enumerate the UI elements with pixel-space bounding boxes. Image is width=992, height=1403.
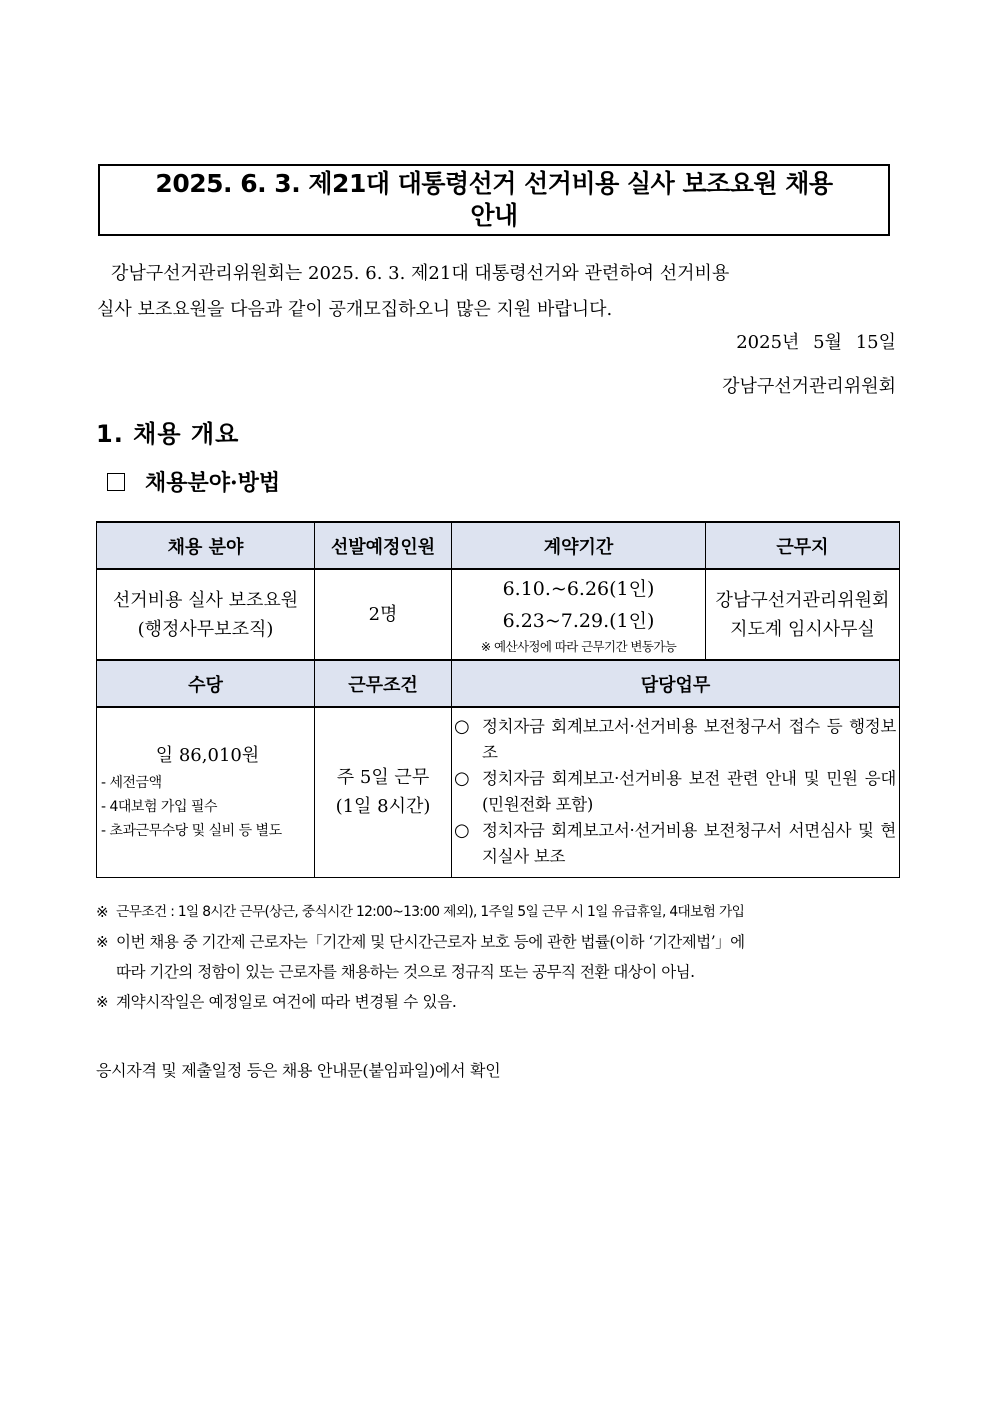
note-1 [96, 897, 898, 927]
circle-bullet-icon: ○ [454, 716, 470, 738]
duty-text-2: 정치자금 회계보고·선거비용 보전 관련 안내 및 민원 응대(민원전화 포함) [482, 769, 896, 815]
duty-text-1: 정치자금 회계보고서·선거비용 보전청구서 접수 등 행정보조 [482, 717, 896, 763]
duty-item-3 [454, 818, 896, 870]
period-line-2: 6.23~7.29.(1인) [502, 609, 655, 632]
cell-duties [452, 707, 900, 877]
circle-bullet-icon: ○ [454, 820, 470, 842]
location-line-1: 강남구선거관리위원회 [715, 589, 890, 611]
note-3 [96, 987, 898, 1017]
table-header-row-2 [97, 660, 900, 707]
footer-text: 응시자격 및 제출일정 등은 채용 안내문(붙임파일)에서 확인 [96, 1061, 501, 1080]
period-line-1: 6.10.~6.26(1인) [502, 577, 655, 600]
section-title: 1. 채용 개요 [96, 420, 240, 448]
checkbox-square-icon [107, 473, 125, 491]
reference-mark-icon: ※ [96, 933, 109, 951]
header-work-conditions: 근무조건 [315, 660, 452, 707]
work-line-1: 주 5일 근무 [336, 767, 430, 789]
cell-location [706, 569, 900, 660]
intro-line-2: 실사 보조요원을 다음과 같이 공개모집하오니 많은 지원 바랍니다. [97, 299, 613, 320]
table-row-2 [97, 707, 900, 877]
intro-paragraph [97, 256, 897, 328]
cell-period [452, 569, 706, 660]
duty-item-2 [454, 766, 896, 818]
cell-count: 2명 [315, 569, 452, 660]
pay-item-2: - 4대보험 가입 필수 [101, 799, 217, 816]
announcement-date: 2025년 5월 15일 [736, 332, 896, 353]
note-2-cont [96, 957, 898, 987]
subsection-heading [107, 466, 280, 497]
note-1-text: 근무조건 : 1일 8시간 근무(상근, 중식시간 12:00~13:00 제외), 1주일 5일 근무 시 1일 유급휴일, 4대보험 가입 [116, 904, 745, 920]
cell-work-conditions [315, 707, 452, 877]
note-2 [96, 927, 898, 957]
header-field: 채용 분야 [97, 522, 315, 569]
reference-mark-icon: ※ [96, 903, 109, 921]
title-line-2: 안내 [470, 201, 518, 230]
header-duties: 담당업무 [452, 660, 900, 707]
note-3-text: 계약시작일은 예정일로 여건에 따라 변경될 수 있음. [116, 993, 457, 1011]
header-location: 근무지 [706, 522, 900, 569]
reference-mark-icon: ※ [96, 993, 109, 1011]
table-row-1 [97, 569, 900, 660]
header-pay: 수당 [97, 660, 315, 707]
note-indent [96, 957, 116, 987]
pay-amount: 일 86,010원 [155, 745, 260, 767]
cell-pay [97, 707, 315, 877]
pay-item-3: - 초과근무수당 및 실비 등 별도 [101, 823, 282, 840]
note-2-text-line-2: 따라 기간의 정함이 있는 근로자를 채용하는 것으로 정규직 또는 공무직 전환 대상이 아님. [116, 963, 695, 981]
circle-bullet-icon: ○ [454, 768, 470, 790]
duty-text-3: 정치자금 회계보고서·선거비용 보전청구서 서면심사 및 현지실사 보조 [482, 821, 896, 867]
work-line-2: (1일 8시간) [335, 796, 431, 818]
cell-field [97, 569, 315, 660]
subsection-title: 채용분야·방법 [145, 470, 281, 496]
title-box [98, 164, 890, 236]
pay-item-1: - 세전금액 [101, 775, 162, 792]
note-2-text-line-1: 이번 채용 중 기간제 근로자는「기간제 및 단시간근로자 보호 등에 관한 법률(이하 ‘기간제법’」에 [116, 933, 745, 951]
organization-name: 강남구선거관리위원회 [722, 376, 896, 397]
intro-line-1: 강남구선거관리위원회는 2025. 6. 3. 제21대 대통령선거와 관련하여 선거비용 [111, 263, 730, 284]
header-count: 선발예정인원 [315, 522, 452, 569]
header-period: 계약기간 [452, 522, 706, 569]
period-note: ※ 예산사정에 따라 근무기간 변동가능 [480, 638, 677, 654]
notes-block [96, 897, 898, 1017]
table-header-row-1 [97, 522, 900, 569]
field-line-2: (행정사무보조직) [137, 618, 274, 640]
location-line-2: 지도계 임시사무실 [730, 618, 875, 640]
duty-item-1 [454, 714, 896, 766]
field-line-1: 선거비용 실사 보조요원 [112, 589, 299, 611]
recruitment-table [96, 521, 900, 878]
title-line-1: 2025. 6. 3. 제21대 대통령선거 선거비용 실사 보조요원 채용 [155, 169, 833, 198]
